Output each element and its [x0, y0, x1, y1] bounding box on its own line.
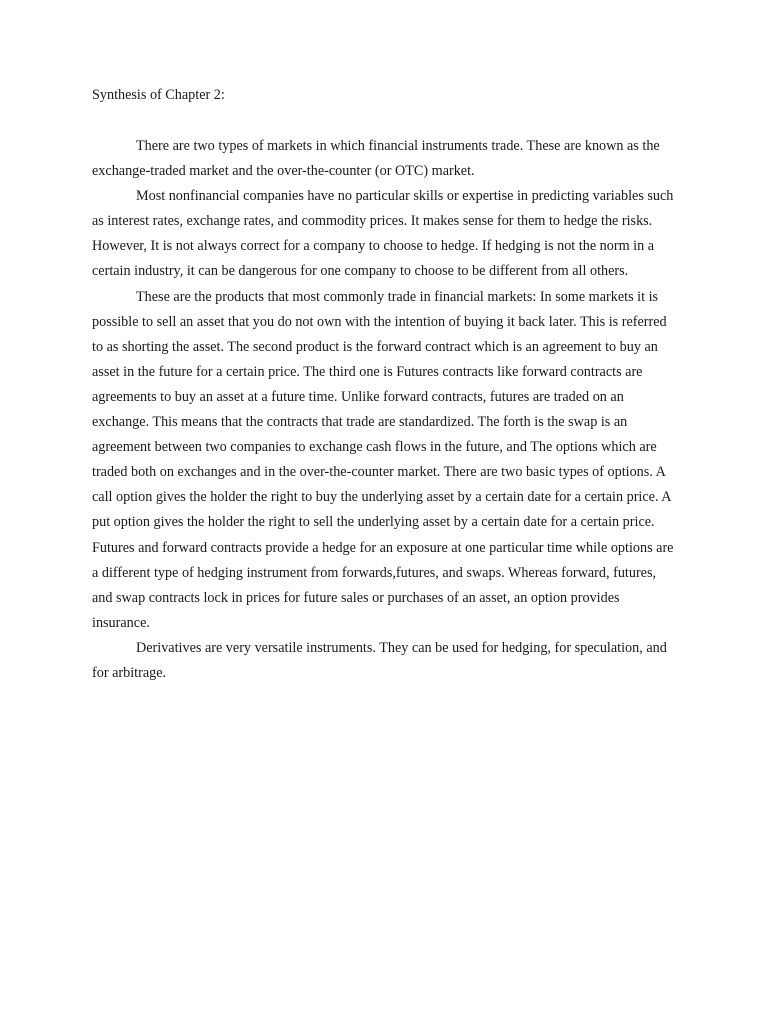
- document-heading: Synthesis of Chapter 2:: [92, 87, 225, 103]
- paragraph-derivatives: Derivatives are very versatile instruments. They can be used for hedging, for speculation, and for arbitrage.: [92, 639, 667, 681]
- paragraph-markets: There are two types of markets in which financial instruments trade. These are known as the exchange-traded market and the over-the-counter (or OTC) market.: [92, 138, 660, 180]
- document-body: [92, 134, 679, 686]
- paragraph-hedging: Most nonfinancial companies have no particular skills or expertise in predicting variables such as interest rates, exchange rates, and commodity prices. It makes sense for them to hedge the risks. However, It is not always correct for a company to choose to hedge. If hedging is not the norm in a certain industry, it can be dangerous for one company to choose to be different from all others.: [92, 188, 674, 280]
- paragraph-products: These are the products that most commonly trade in financial markets: In some markets it is possible to sell an asset that you do not own with the intention of buying it back later. This is referred to as shorting the asset. The second product is the forward contract which is an agreement to buy an asset in the future for a certain price. The third one is Futures contracts like forward contracts are agreements to buy an asset at a future time. Unlike forward contracts, futures are traded on an exchange. This means that the contracts that trade are standardized. The forth is the swap is an agreement between two companies to exchange cash flows in the future, and The options which are traded both on exchanges and in the over-the-counter market. There are two basic types of options. A call option gives the holder the right to buy the underlying asset by a certain date for a certain price. A put option gives the holder the right to sell the underlying asset by a certain date for a certain price. Futures and forward contracts provide a hedge for an exposure at one particular time while options are a different type of hedging instrument from forwards,futures, and swaps. Whereas forward, futures, and swap contracts lock in prices for future sales or purchases of an asset, an option provides insurance.: [92, 288, 674, 631]
